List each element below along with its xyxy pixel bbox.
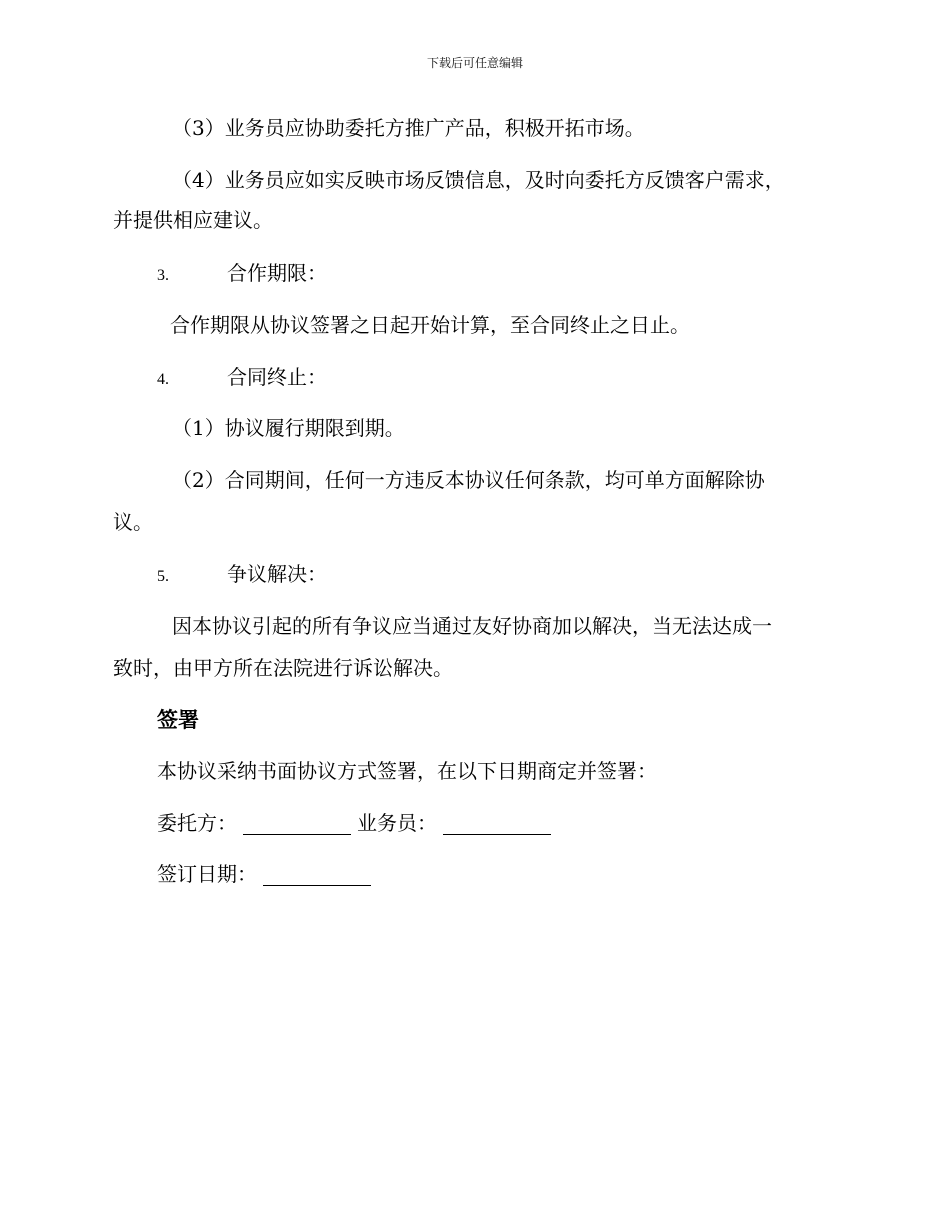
section-4-heading bbox=[157, 365, 327, 392]
section-5-heading bbox=[157, 562, 327, 589]
dispute-body-line2: 致时，由甲方所在法院进行诉讼解决。 bbox=[113, 656, 453, 680]
termination-item-2-line2: 议。 bbox=[113, 510, 153, 534]
page-header: 下载后可任意编辑 bbox=[426, 56, 523, 70]
section-number: 5. bbox=[157, 568, 169, 585]
section-3-body: 合作期限从协议签署之日起开始计算，至合同终止之日止。 bbox=[170, 313, 690, 337]
section-number: 4. bbox=[157, 371, 169, 388]
section-title: 争议解决： bbox=[227, 562, 327, 586]
agent-signature-blank[interactable] bbox=[443, 814, 551, 835]
client-signature-blank[interactable] bbox=[243, 814, 351, 835]
section-title: 合作期限： bbox=[227, 261, 327, 285]
duty-item-3: （3）业务员应协助委托方推广产品，积极开拓市场。 bbox=[172, 116, 645, 140]
section-number: 3. bbox=[157, 267, 169, 284]
duty-item-4-line1: （4）业务员应如实反映市场反馈信息，及时向委托方反馈客户需求， bbox=[172, 168, 785, 192]
section-3-heading bbox=[157, 261, 327, 288]
section-title: 合同终止： bbox=[227, 365, 327, 389]
signature-heading: 签署 bbox=[157, 708, 199, 732]
dispute-body-line1: 因本协议引起的所有争议应当通过友好协商加以解决，当无法达成一 bbox=[172, 614, 772, 638]
date-label: 签订日期： bbox=[157, 862, 257, 886]
date-blank[interactable] bbox=[263, 865, 371, 886]
termination-item-1: （1）协议履行期限到期。 bbox=[172, 416, 405, 440]
agent-label: 业务员： bbox=[357, 811, 437, 835]
termination-item-2-line1: （2）合同期间，任何一方违反本协议任何条款，均可单方面解除协 bbox=[172, 468, 765, 492]
signature-date-row bbox=[157, 862, 377, 886]
duty-item-4-line2: 并提供相应建议。 bbox=[113, 208, 273, 232]
signature-parties-row bbox=[157, 811, 557, 835]
client-label: 委托方： bbox=[157, 811, 237, 835]
signature-intro: 本协议采纳书面协议方式签署，在以下日期商定并签署： bbox=[157, 759, 657, 783]
